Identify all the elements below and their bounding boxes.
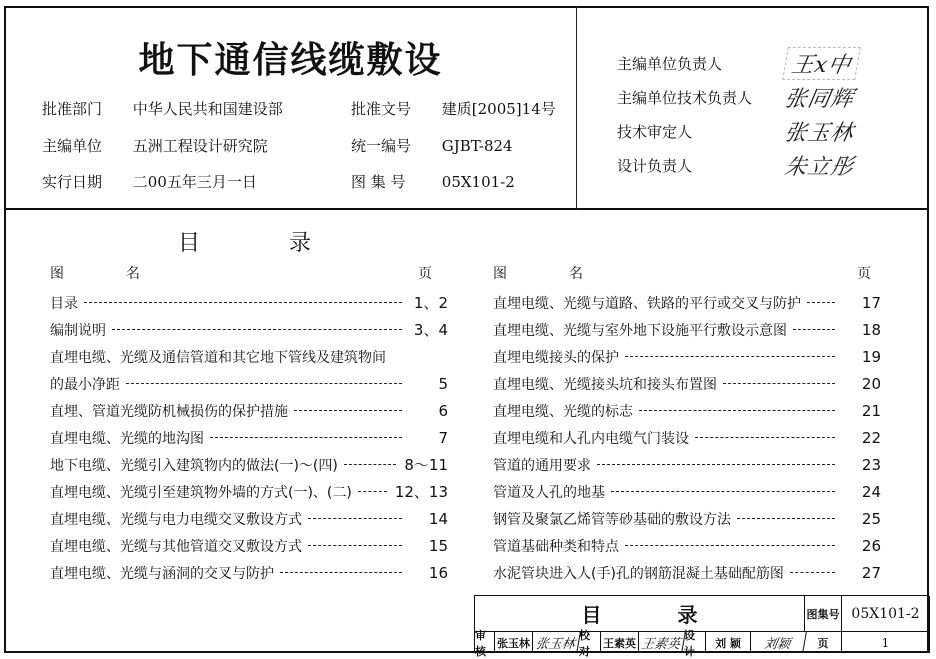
design-label: 设计 bbox=[684, 632, 706, 653]
atlas-no-value: 05X101-2 bbox=[842, 596, 930, 632]
atlas-no-label: 图集号 bbox=[805, 596, 842, 632]
review-name: 张玉林 bbox=[495, 632, 533, 653]
toc-header: 图 名 页 bbox=[493, 266, 871, 282]
toc-item[interactable]: 直埋电缆、光缆与其他管道交叉敷设方式 15 bbox=[50, 536, 448, 555]
approval-label: 设计负责人 bbox=[617, 156, 693, 175]
signature: 张同辉 bbox=[782, 86, 856, 112]
approval-row bbox=[617, 46, 858, 80]
review-signature: 张玉林 bbox=[531, 632, 581, 653]
meta-unified-no: 统一编号 GJBT-824 bbox=[351, 137, 513, 155]
toc-item[interactable]: 钢管及聚氯乙烯管等砂基础的敷设方法 25 bbox=[493, 509, 881, 528]
approval-row bbox=[617, 114, 858, 148]
approvals-panel bbox=[577, 6, 929, 210]
toc-item[interactable]: 直埋电缆、光缆与涵洞的交叉与防护 16 bbox=[50, 563, 448, 582]
review-label: 审核 bbox=[475, 632, 495, 653]
toc-item[interactable]: 直埋电缆、光缆与道路、铁路的平行或交叉与防护 17 bbox=[493, 293, 881, 312]
title-block bbox=[474, 595, 929, 658]
toc-item[interactable]: 直埋电缆、光缆与电力电缆交叉敷设方式 14 bbox=[50, 509, 448, 528]
signature: 张玉林 bbox=[782, 120, 856, 146]
meta-editor-unit: 主编单位 五洲工程设计研究院 bbox=[42, 137, 268, 155]
meta-approval-no: 批准文号 建质[2005]14号 bbox=[351, 100, 556, 118]
toc-item[interactable]: 管道的通用要求 23 bbox=[493, 455, 881, 474]
atlas-title: 地下通信线缆敷设 bbox=[138, 40, 443, 81]
approval-row bbox=[617, 80, 858, 114]
signature: 朱立彤 bbox=[782, 154, 856, 180]
toc-item[interactable]: 水泥管块进入人(手)孔的钢筋混凝土基础配筋图 27 bbox=[493, 563, 881, 582]
toc-item[interactable]: 直埋电缆和人孔内电缆气门装设 22 bbox=[493, 428, 881, 447]
page-value: 1 bbox=[842, 632, 930, 653]
toc-item[interactable]: 直埋电缆、光缆及通信管道和其它地下管线及建筑物间 bbox=[50, 343, 448, 370]
toc-item[interactable]: 编制说明 3、4 bbox=[50, 321, 448, 339]
check-signature: 王素英 bbox=[637, 632, 686, 653]
toc-item[interactable]: 直埋电缆、光缆与室外地下设施平行敷设示意图 18 bbox=[493, 320, 881, 339]
meta-atlas-no: 图 集 号 05X101-2 bbox=[351, 173, 515, 191]
toc-left-column bbox=[50, 263, 448, 586]
design-signature: 刘颖 bbox=[749, 632, 807, 653]
toc-header: 图 名 页 bbox=[50, 266, 432, 282]
meta-approval-dept: 批准部门 中华人民共和国建设部 bbox=[42, 100, 283, 118]
toc-item[interactable]: 管道基础种类和特点 26 bbox=[493, 536, 881, 555]
toc-right-column bbox=[493, 263, 881, 586]
check-name: 王素英 bbox=[601, 632, 639, 653]
meta-effective-date: 实行日期 二00五年三月一日 bbox=[42, 173, 257, 191]
approval-label: 主编单位技术负责人 bbox=[617, 88, 753, 107]
approval-label: 技术审定人 bbox=[617, 122, 693, 141]
toc-item[interactable]: 直埋电缆、光缆的地沟图 7 bbox=[50, 428, 448, 447]
approval-row bbox=[617, 148, 858, 182]
toc-item[interactable]: 目录 1、2 bbox=[50, 294, 448, 312]
toc-item[interactable]: 直埋电缆、光缆接头坑和接头布置图 20 bbox=[493, 374, 881, 393]
toc-item[interactable]: 直埋、管道光缆防机械损伤的保护措施 6 bbox=[50, 401, 448, 420]
toc-item[interactable]: 直埋电缆、光缆引至建筑物外墙的方式(一)、(二) 12、13 bbox=[50, 483, 448, 501]
toc-item[interactable]: 的最小净距 5 bbox=[50, 374, 448, 393]
approval-label: 主编单位负责人 bbox=[617, 54, 723, 73]
toc-title: 目 录 bbox=[178, 231, 312, 256]
title-block-heading: 目 录 bbox=[475, 596, 805, 632]
toc-item[interactable]: 地下电缆、光缆引入建筑物内的做法(一)～(四) 8～11 bbox=[50, 456, 448, 474]
toc-item[interactable]: 管道及人孔的地基 24 bbox=[493, 482, 881, 501]
header-info-panel bbox=[4, 6, 577, 210]
page-label: 页 bbox=[805, 632, 842, 653]
check-label: 校对 bbox=[579, 632, 601, 653]
toc-item[interactable]: 直埋电缆接头的保护 19 bbox=[493, 347, 881, 366]
signature: 王x中 bbox=[782, 47, 861, 80]
design-name: 刘 颖 bbox=[706, 632, 751, 653]
toc-item[interactable]: 直埋电缆、光缆的标志 21 bbox=[493, 401, 881, 420]
